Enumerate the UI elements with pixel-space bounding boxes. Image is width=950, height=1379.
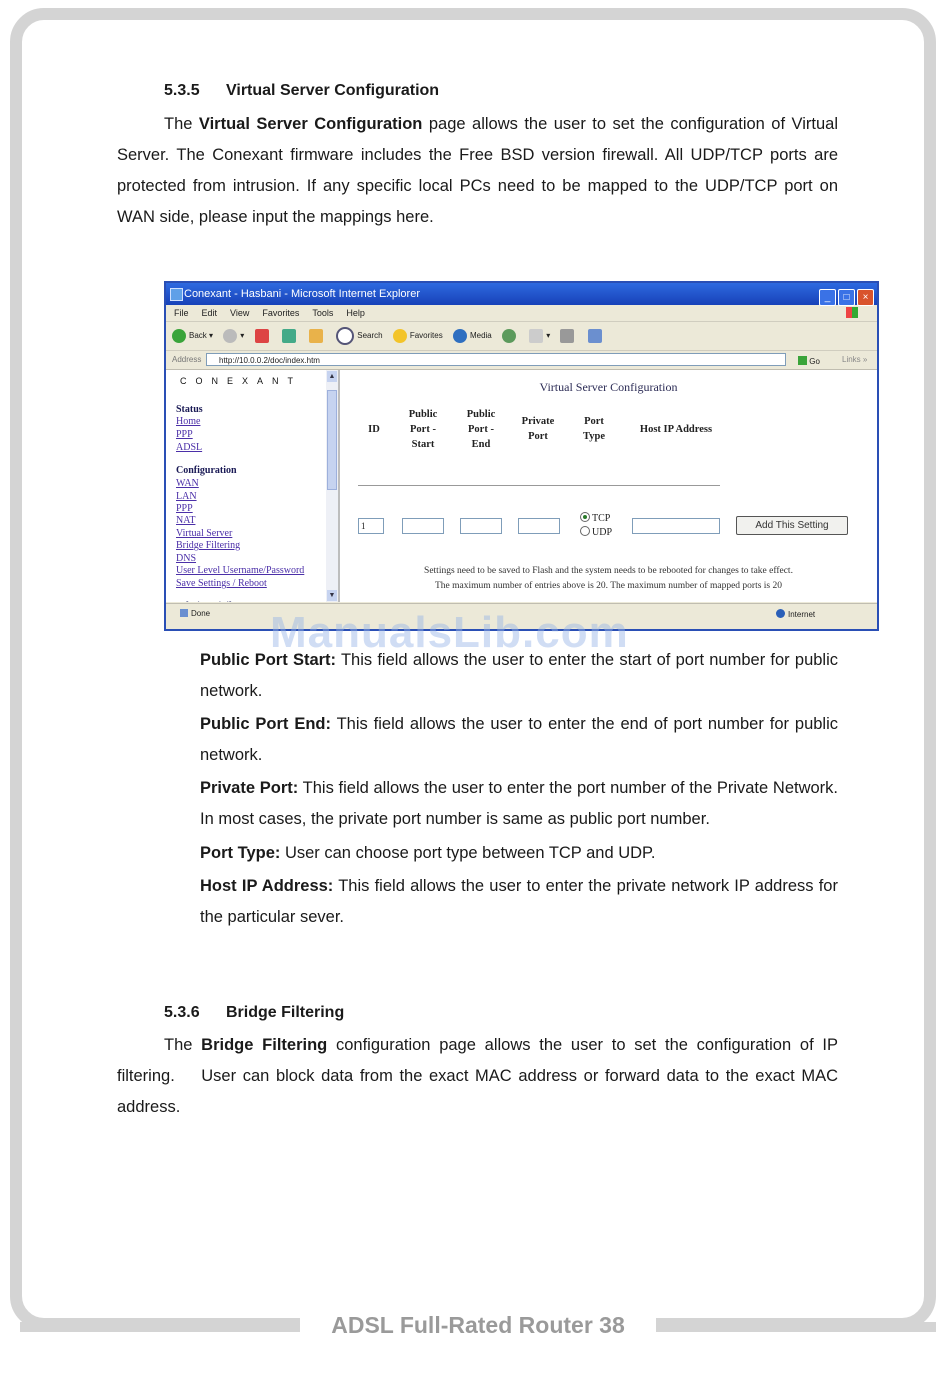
- maximize-icon[interactable]: □: [838, 289, 855, 306]
- section-heading-bridge-filtering: [164, 1004, 344, 1022]
- mail-icon: [529, 329, 543, 343]
- virtual-server-paragraph: [117, 109, 838, 233]
- search-label: Search: [357, 331, 383, 340]
- sidebar-heading-admin: [176, 601, 246, 602]
- back-button[interactable]: Back ▾: [172, 322, 213, 350]
- address-bar: [166, 351, 877, 370]
- para-bold: Bridge Filtering: [201, 1036, 328, 1054]
- field-text: This field allows the user to enter the port number of the Private Network. In most cases, the private port number is same as public port number.: [200, 779, 838, 828]
- links-button[interactable]: Links »: [842, 355, 868, 364]
- back-arrow-icon: [172, 329, 186, 343]
- footer-bar-right: [656, 1322, 936, 1332]
- media-button[interactable]: [453, 322, 492, 350]
- home-icon: [309, 329, 323, 343]
- note-line-2: The maximum number of entries above is 20. The maximum number of mapped ports is 20: [434, 581, 783, 591]
- field-text: User can choose port type between TCP and UDP.: [280, 844, 656, 862]
- browser-screenshot: [164, 281, 879, 631]
- radio-tcp-label: TCP: [592, 513, 611, 524]
- favorites-label: Favorites: [409, 331, 443, 340]
- sidebar-link-lan[interactable]: LAN: [176, 491, 197, 502]
- scroll-thumb[interactable]: [327, 390, 337, 490]
- status-zone: [776, 609, 815, 619]
- host-ip-input[interactable]: [632, 518, 720, 534]
- public-port-start-input[interactable]: [402, 518, 444, 534]
- stop-icon: [255, 329, 269, 343]
- column-header-id: ID: [368, 424, 380, 435]
- home-button[interactable]: [309, 322, 326, 350]
- refresh-button[interactable]: [282, 322, 299, 350]
- menu-tools[interactable]: Tools: [312, 308, 334, 318]
- scroll-up-icon[interactable]: ▲: [328, 372, 336, 380]
- conexant-logo: CONEXANT: [180, 376, 303, 386]
- note-line-1: Settings need to be saved to Flash and the system needs to be rebooted for changes to take effect.: [424, 566, 793, 576]
- window-titlebar: [166, 283, 877, 305]
- section-number: 5.3.5: [164, 82, 200, 99]
- search-button[interactable]: [336, 322, 382, 350]
- sidebar-link-dns[interactable]: DNS: [176, 553, 197, 564]
- forward-arrow-icon: [223, 329, 237, 343]
- field-label: Host IP Address:: [200, 877, 334, 895]
- field-label: Public Port Start:: [200, 651, 337, 669]
- radio-tcp[interactable]: [580, 512, 610, 524]
- status-done: [180, 609, 210, 618]
- field-public-port-end: [200, 709, 838, 771]
- field-public-port-start: [200, 645, 838, 707]
- field-label: Port Type:: [200, 844, 281, 862]
- field-label: Private Port:: [200, 779, 299, 797]
- links-label: Links: [842, 355, 861, 364]
- sidebar-link-home[interactable]: Home: [176, 416, 201, 427]
- sidebar-link-adsl[interactable]: ADSL: [176, 442, 203, 453]
- back-label: Back: [189, 331, 207, 340]
- para-prefix: The: [164, 115, 199, 133]
- column-header-port-type: Port Type: [583, 416, 605, 442]
- section-title: Bridge Filtering: [226, 1004, 345, 1021]
- page-icon: [180, 609, 188, 617]
- virtual-server-form: [340, 370, 877, 602]
- window-title: Conexant - Hasbani - Microsoft Internet Explorer: [184, 288, 420, 300]
- history-icon: [502, 329, 516, 343]
- edit-button[interactable]: [588, 322, 605, 350]
- section-heading-virtual-server: [164, 82, 439, 100]
- status-zone-label: Internet: [788, 610, 816, 619]
- sidebar-link-virtual-server[interactable]: Virtual Server: [176, 528, 233, 539]
- radio-udp-label: UDP: [592, 527, 613, 538]
- footer-title: ADSL Full-Rated Router 38: [300, 1312, 656, 1339]
- field-host-ip-address: [200, 871, 838, 933]
- sidebar-scrollbar[interactable]: [326, 370, 338, 602]
- sidebar-heading-status: Status: [176, 404, 203, 415]
- para-rest: page allows the user to set the configuration of Virtual Server. The Conexant firmware includes the Free BSD version firewall. All UDP/TCP ports are protected from intrusion. If any specific local PCs need to be mapped to the UDP/TCP port on WAN side, please input the mappings here.: [117, 115, 838, 226]
- para-rest: configuration page allows the user to set the configuration of IP filtering. User can block data from the exact MAC address or forward data to the exact MAC address.: [117, 1036, 843, 1116]
- menu-file[interactable]: File: [174, 308, 189, 318]
- menu-edit[interactable]: Edit: [201, 308, 218, 318]
- field-text: This field allows the user to enter the start of port number for public network.: [200, 651, 838, 700]
- status-done-label: Done: [191, 609, 211, 618]
- bridge-filtering-paragraph: [117, 1030, 843, 1123]
- id-input[interactable]: 1: [358, 518, 384, 534]
- section-title: Virtual Server Configuration: [226, 82, 440, 99]
- address-input[interactable]: http://10.0.0.2/doc/index.htm: [206, 353, 786, 366]
- go-label: Go: [809, 357, 820, 366]
- go-button[interactable]: [798, 353, 820, 371]
- refresh-icon: [282, 329, 296, 343]
- sidebar-link-ppp[interactable]: PPP: [176, 503, 193, 514]
- watermark: ManualsLib.com: [270, 608, 629, 657]
- field-text: This field allows the user to enter the private network IP address for the particular sever.: [200, 877, 838, 926]
- menu-view[interactable]: View: [230, 308, 250, 318]
- history-button[interactable]: [502, 322, 519, 350]
- edit-icon: [588, 329, 602, 343]
- stop-button[interactable]: [255, 322, 272, 350]
- field-private-port: [200, 773, 838, 835]
- add-this-setting-button[interactable]: Add This Setting: [736, 516, 848, 535]
- sidebar-link-bridge-filtering[interactable]: Bridge Filtering: [176, 540, 241, 551]
- toolbar: [166, 322, 877, 351]
- column-header-public-start: Public Port - Start: [408, 409, 438, 450]
- form-title: Virtual Server Configuration: [539, 380, 678, 394]
- media-icon: [453, 329, 467, 343]
- mail-button[interactable]: ▾: [529, 322, 550, 350]
- media-label: Media: [469, 331, 492, 340]
- minimize-icon[interactable]: _: [819, 289, 836, 306]
- radio-selected-icon: [580, 512, 590, 522]
- browser-content: [166, 370, 877, 602]
- header-divider: [358, 485, 720, 486]
- radio-udp[interactable]: [580, 526, 612, 538]
- sidebar-link-user-password[interactable]: User Level Username/Password: [176, 565, 305, 576]
- forward-button[interactable]: ▾: [223, 322, 244, 350]
- para-bold: Virtual Server Configuration: [198, 115, 423, 133]
- sidebar-link-ppp-status[interactable]: PPP: [176, 429, 193, 440]
- section-number: 5.3.6: [164, 1004, 200, 1021]
- sidebar-link-nat[interactable]: NAT: [176, 515, 196, 526]
- search-icon: [336, 327, 354, 345]
- field-port-type: [200, 838, 838, 869]
- private-port-input[interactable]: [518, 518, 560, 534]
- radio-unselected-icon: [580, 526, 590, 536]
- menu-help[interactable]: Help: [346, 308, 365, 318]
- menu-bar: [166, 305, 877, 322]
- print-button[interactable]: [560, 322, 577, 350]
- go-arrow-icon: [798, 356, 807, 365]
- router-sidebar: [166, 370, 340, 602]
- field-text: This field allows the user to enter the end of port number for public network.: [200, 715, 839, 764]
- star-icon: [393, 329, 407, 343]
- close-icon[interactable]: ×: [857, 289, 874, 306]
- column-header-private-port: Private Port: [521, 416, 555, 442]
- ie-icon: [170, 288, 183, 301]
- field-label: Public Port End:: [200, 715, 331, 733]
- favorites-button[interactable]: [393, 322, 443, 350]
- address-label: Address: [172, 355, 202, 364]
- scroll-down-icon[interactable]: ▼: [328, 591, 336, 599]
- column-header-host-ip: Host IP Address: [639, 424, 713, 435]
- sidebar-link-wan[interactable]: WAN: [176, 478, 199, 489]
- menu-favorites[interactable]: Favorites: [262, 308, 300, 318]
- public-port-end-input[interactable]: [460, 518, 502, 534]
- para-prefix: The: [164, 1036, 202, 1054]
- sidebar-heading-configuration: Configuration: [176, 465, 237, 476]
- footer-bar-left: [20, 1322, 300, 1332]
- column-header-public-end: Public Port - End: [466, 409, 496, 450]
- windows-logo-icon: [846, 307, 858, 318]
- print-icon: [560, 329, 574, 343]
- sidebar-link-save-reboot[interactable]: Save Settings / Reboot: [176, 578, 267, 589]
- globe-icon: [776, 609, 785, 618]
